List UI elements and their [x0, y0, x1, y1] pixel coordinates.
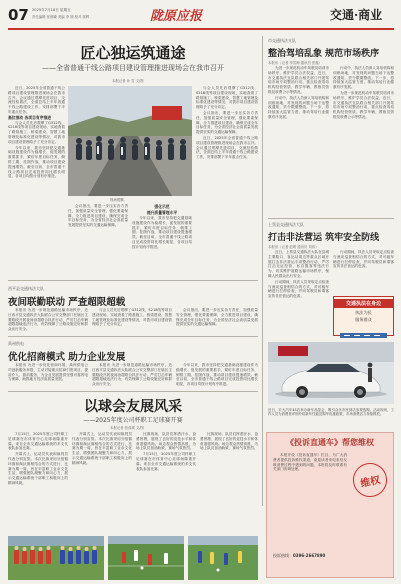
- rights-seal: [350, 460, 390, 500]
- football-photo-middle: [108, 536, 184, 580]
- paragraph: 与会人员先后观摩了G312线、S218线等项目建设现场，实地查看了路基施工、桥梁建设、智慧工地管理及标准化建设等情况，对我市项目建设管理给予了充分肯定。: [196, 86, 258, 110]
- football-text-col3: [136, 432, 196, 532]
- xiping-title: 夜间联勤联动 严查超限超载: [8, 297, 126, 308]
- site-visit-photo: [68, 86, 192, 196]
- paragraph: 开幕式上，运动员代表和裁判员代表分别宣誓。本次比赛采用分组循环赛和淘汰赛相结合的方式进行，比赛为期一周，旨在丰富职工业余文化生活，增强团队凝聚力和向心力，展示交通运输系统干部职工积极向上的精神风貌。: [8, 452, 68, 485]
- paragraph: 比赛现场，队员们挥洒汗水、奋勇拼搏，展现了良好的竞技水平和体育道德风尚。场边观众热情高涨，为场上队员加油助威，赛场气氛热烈。: [200, 432, 258, 451]
- rights-box-title: 《投诉直通车》帮您维权: [286, 437, 374, 447]
- paragraph: 会议指出，要进一步压实各方责任，加强质量安全管理，强化要素保障，全力推进项目建设，确保完成全年目标任务，为全省经济社会高质量发展提供坚实的交通运输保障。: [196, 110, 258, 135]
- car-caption: 近日，宏大汽车4S店举办新车品鉴会，吸引众多市民到店参观选购。活动现场，工作人员为消费者详细介绍新车性能及购车优惠政策，市场消费活力持续释放。: [268, 408, 394, 417]
- car-photo: [268, 342, 394, 404]
- divider: [8, 280, 258, 281]
- rights-seal-text: 维权: [359, 474, 382, 490]
- section-name: 交通·商业: [330, 8, 383, 22]
- yuzhou-text-col2: [92, 363, 172, 387]
- football-photo-left: [8, 536, 104, 580]
- right-story1-col1: [268, 66, 329, 214]
- paragraph: 近日，2025年全省普通干线公路项目建设管理推进现场会在我市召开。会议通过观摩先进项目、交流经验做法，全面总结上半年普通干线公路建设工作，安排部署下半年重点任务。: [196, 135, 258, 160]
- lead-byline: 本报记者 孙 雪 文/图: [112, 79, 144, 83]
- paragraph: 为进一步规范机动车驾驶员培训市场秩序，维护学员合法权益，近日，市交通执法支队联合相关部门开展驾培市场专项整治行动，重点检查驾培机构经营资质、教学车辆、教练员资格及收费公示等情况。: [268, 66, 329, 94]
- football-action-photo: [188, 536, 258, 580]
- right-story2-title: 打击非法营运 筑牢安全防线: [268, 233, 380, 243]
- lead-text-col2: [68, 204, 128, 276]
- football-text-col1: [8, 432, 68, 532]
- paragraph: 今年以来，我市坚持把交通基础设施建设作为稳增长、促发展的重要抓手，紧盯年度目标任务，倒排工期、挂图作战，推动项目建设提速增效。截至目前，全市普通干线公路项目完成投资同比增长明显，各项目均按计划有序推进。: [132, 216, 192, 249]
- rights-box-text: [273, 453, 347, 533]
- football-byline: 本报记者 张成城 文/图: [110, 426, 144, 430]
- football-match-photo: [108, 536, 184, 580]
- ad-box-line-2: 服务群众: [355, 317, 372, 322]
- lead-text-col3: [132, 216, 192, 276]
- rights-contact-number: 0396-2667890: [293, 553, 326, 558]
- paragraph: 近日，上蔡县交通执法大队在县城主要路口、客运站周边等重点区域开展打击非法营运专项整治行动，严厉打击无证经营、私自揽客等违法行为，切实维护道路运输市场秩序，保障人民群众出行安全。: [268, 250, 329, 278]
- lead-title: 匠心独运筑通途: [80, 44, 186, 62]
- lead-subhead-1: 高位推动 各项目有序推进: [8, 114, 52, 120]
- football-text-col4: [200, 432, 258, 532]
- car-showroom-photo: [268, 342, 394, 404]
- ad-box-line-1: 执法为民: [355, 310, 372, 315]
- paragraph: 行动期间，执法人员采取定点检查与流动巡查相结合的方式，对可疑车辆进行拦停检查，并向驾驶员和乘客宣传非法营运的危害。: [268, 279, 329, 299]
- rights-contact: [273, 553, 325, 559]
- paragraph: 行动中，执法人员深入驾培机构和训练场地，对发现的问题当场下达整改通知，责令限期整改。下一步，将持续加大监管力度，推动驾培行业健康有序发展。: [268, 95, 329, 119]
- paragraph: 行动中，执法人员深入驾培机构和训练场地，对发现的问题当场下达整改通知，责令限期整改。下一步，将持续加大监管力度，推动驾培行业健康有序发展。: [333, 66, 394, 90]
- xiping-text-col1: [8, 308, 88, 332]
- paragraph: 7月15日，2025年度公司杯职工足球赛在市体育中心足球场隆重开幕。来自全市交通运输系统的多支代表队参加比赛。: [136, 452, 196, 471]
- lead-text-col4: [196, 86, 258, 276]
- football-title: 以球会友展风采: [84, 399, 182, 415]
- right-story1-kicker: 市交通执法支队: [268, 38, 296, 43]
- paragraph: 近日，2025年全省普通干线公路项目建设管理推进现场会在我市召开。会议通过观摩先进项目、交流经验做法，全面总结上半年普通干线公路建设工作，安排部署下半年重点任务。: [8, 86, 65, 114]
- ad-box-title: 交通执法在身边: [334, 299, 393, 308]
- paragraph: 会议指出，要进一步压实各方责任，加强质量安全管理，强化要素保障，全力推进项目建设，确保完成全年目标任务，为全省经济社会高质量发展提供坚实的交通运输保障。: [176, 308, 258, 327]
- paper-name: 陇原应报: [150, 9, 203, 24]
- xiping-text-col2: [92, 308, 172, 332]
- road-sign-icon: [340, 331, 387, 340]
- paragraph: 今年以来，我市坚持把交通基础设施建设作为稳增长、促发展的重要抓手，紧盯年度目标任务，倒排工期、挂图作战，推动项目建设提速增效。截至目前，全市普通干线公路项目完成投资同比增长明显，各项目均按计划有序推进。: [176, 363, 258, 387]
- lead-subtitle: ——全省普通干线公路项目建设管理推进现场会在我市召开: [42, 64, 224, 72]
- xiping-kicker: 西平县交通执法大队: [8, 286, 44, 291]
- paragraph: 开幕式上，运动员代表和裁判员代表分别宣誓。本次比赛采用分组循环赛和淘汰赛相结合的方式进行，比赛为期一周，旨在丰富职工业余文化生活，增强团队凝聚力和向心力，展示交通运输系统干部职工积极向上的精神风貌。: [72, 432, 132, 465]
- masthead-rule: [8, 28, 394, 30]
- rights-contact-label: 投诉热线：: [273, 553, 293, 558]
- paragraph: 为进一步规范机动车驾驶员培训市场秩序，维护学员合法权益，近日，市交通执法支队联合相关部门开展驾培市场专项整治行动，重点检查驾培机构经营资质、教学车辆、教练员资格及收费公示等情况。: [333, 90, 394, 119]
- paragraph: 7月15日，2025年度公司杯职工足球赛在市体育中心足球场隆重开幕。来自全市交通运输系统的多支代表队参加比赛。: [8, 432, 68, 451]
- right-story2-col2: [333, 250, 394, 292]
- rights-box: [266, 432, 394, 578]
- lead-text-col1: [8, 86, 65, 276]
- right-story2-kicker: 上蔡县交通执法大队: [268, 222, 304, 227]
- yuzhou-text-col1: [8, 363, 88, 387]
- yuzhou-title: 优化招商模式 助力企业发展: [8, 352, 126, 363]
- football-photo-right: [188, 536, 258, 580]
- football-text-col2: [72, 432, 132, 532]
- paragraph: 本报讯 为进一步规范道路运输市场秩序，近日西平县交通执法大队联合公安交警部门在辖区主要路段开展夜间治超联合执法行动，严厉打击车辆超限超载违法行为，有效保障了公路设施完好和群众出行安全。: [8, 308, 88, 332]
- editor-line: 责任编辑 张晨曦 美编 李 刚 校对 郭辉: [32, 15, 90, 19]
- paragraph: 与会人员先后观摩了G312线、S218线等项目建设现场，实地查看了路基施工、桥梁建设、智慧工地管理及标准化建设等情况，对我市项目建设管理给予了充分肯定。: [92, 308, 172, 327]
- divider: [268, 218, 394, 219]
- right-story2-col1: [268, 250, 329, 340]
- paragraph: 本报开设《投诉直通车》栏目，为广大消费者提供投诉维权渠道，欢迎读者来电来信反映消费过程中遇到的问题，本报将及时联系有关部门协调处理。: [273, 453, 347, 472]
- divider: [8, 391, 258, 392]
- yuzhou-kicker: 禹州供电: [8, 341, 24, 346]
- divider: [262, 36, 263, 506]
- xiping-text-col3: [176, 308, 258, 332]
- paragraph: 本报讯 为进一步优化营商环境，禹州供电公司创新服务举措，主动对接重点招商引资项目，提前介入、靠前服务，为企业发展提供坚强可靠的电力保障，助推地方经济高质量发展。: [8, 363, 88, 382]
- lead-subhead-2: 强化示范 提升质量管理水平: [146, 204, 178, 215]
- football-team-photo: [8, 536, 104, 580]
- page-number: 07: [8, 6, 29, 24]
- paragraph: 会议指出，要进一步压实各方责任，加强质量安全管理，强化要素保障，全力推进项目建设，确保完成全年目标任务，为全省经济社会高质量发展提供坚实的交通运输保障。: [68, 204, 128, 228]
- date-line: 2025年7月18日 星期五: [32, 8, 71, 12]
- paragraph: 比赛现场，队员们挥洒汗水、奋勇拼搏，展现了良好的竞技水平和体育道德风尚。场边观众热情高涨，为场上队员加油助威，赛场气氛热烈。: [136, 432, 196, 451]
- ad-box-art: [340, 325, 387, 334]
- paragraph: 行动期间，执法人员采取定点检查与流动巡查相结合的方式，对可疑车辆进行拦停检查，并向驾驶员和乘客宣传非法营运的危害。: [333, 250, 394, 269]
- lead-photo-caption: 现场观摩。: [110, 198, 127, 202]
- paragraph: 与会人员先后观摩了G312线、S218线等项目建设现场，实地查看了路基施工、桥梁建设、智慧工地管理及标准化建设等情况，对我市项目建设管理给予了充分肯定。: [8, 120, 65, 144]
- right-story1-title: 整治驾培乱象 规范市场秩序: [268, 49, 380, 59]
- right-story1-byline: 本报讯（记者 李雪梅 通讯员 张磊）: [268, 61, 323, 65]
- lead-photo: [68, 86, 192, 196]
- paragraph: 今年以来，我市坚持把交通基础设施建设作为稳增长、促发展的重要抓手，紧盯年度目标任务，倒排工期、挂图作战，推动项目建设提速增效。截至目前，全市普通干线公路项目完成投资同比增长明显，各项目均按计划有序推进。: [8, 145, 65, 179]
- divider: [8, 336, 258, 337]
- paragraph: 本报讯 为进一步规范道路运输市场秩序，近日西平县交通执法大队联合公安交警部门在辖区主要路段开展夜间治超联合执法行动，严厉打击车辆超限超载违法行为，有效保障了公路设施完好和群众出行安全。: [92, 363, 172, 387]
- right-story2-byline: 本报讯（记者 赵明 通讯员 刘伟）: [268, 245, 319, 249]
- yuzhou-text-col3: [176, 363, 258, 387]
- ad-box: [333, 296, 394, 336]
- football-subtitle: ——2025年度公司杯职工足球赛开赛: [83, 417, 183, 424]
- right-story1-col2: [333, 66, 394, 214]
